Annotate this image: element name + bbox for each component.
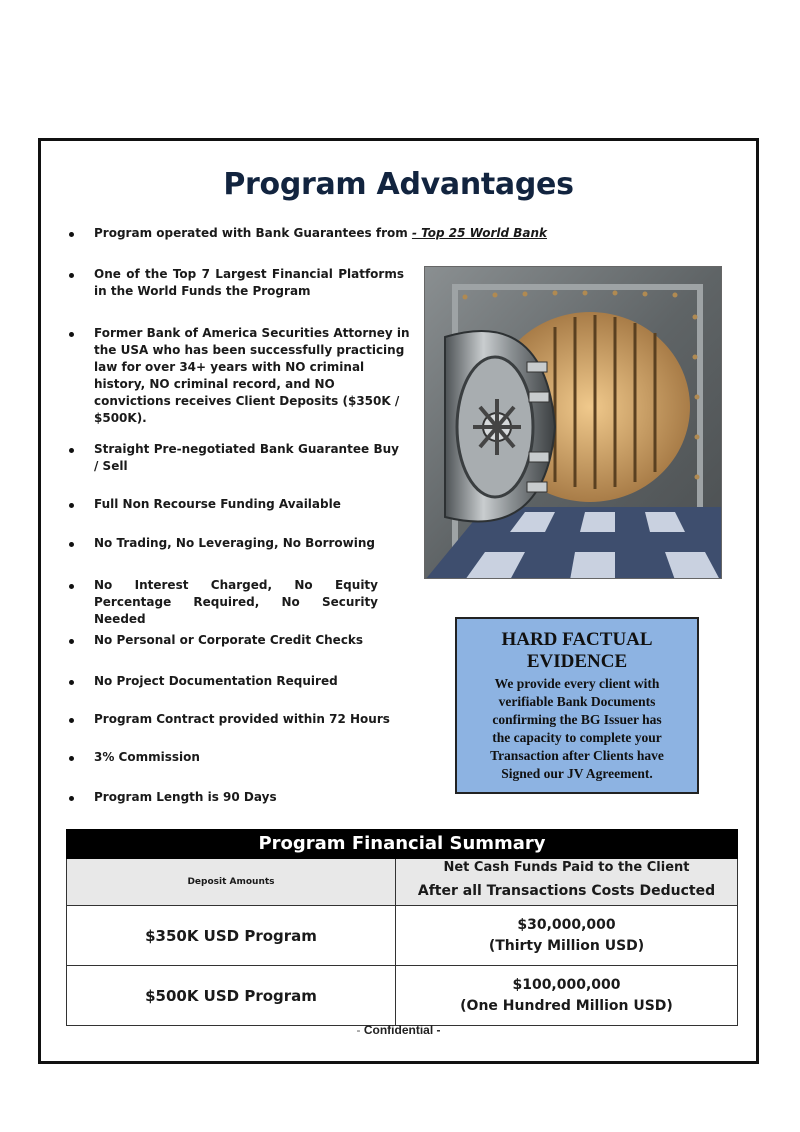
program-cell: $500K USD Program <box>66 966 396 1025</box>
deposit-amounts-header: Deposit Amounts <box>66 859 396 905</box>
page-title: Program Advantages <box>223 167 574 202</box>
bullet-icon <box>69 756 74 761</box>
bullet-icon <box>69 448 74 453</box>
evidence-heading: HARD FACTUAL EVIDENCE <box>501 629 653 672</box>
bullet-icon <box>69 232 74 237</box>
summary-header-row <box>66 859 738 906</box>
amount-cell: $30,000,000 (Thirty Million USD) <box>396 906 738 965</box>
bullet-icon <box>69 718 74 723</box>
top-25-world-bank-link[interactable]: - Top 25 World Bank <box>411 226 548 240</box>
program-cell: $350K USD Program <box>66 906 396 965</box>
financial-summary-table <box>66 829 738 1026</box>
evidence-callout <box>455 617 699 794</box>
table-row <box>66 906 738 966</box>
evidence-body: We provide every client with verifiable Bank Documents confirming the BG Issuer has the capacity to complete your Transaction after Clients have Signed our JV Agreement. <box>490 676 664 781</box>
bullet-icon <box>69 680 74 685</box>
bullet-icon <box>69 273 74 278</box>
confidential-footer: - Confidential - <box>356 1023 441 1037</box>
amount-cell: $100,000,000 (One Hundred Million USD) <box>396 966 738 1025</box>
net-cash-header: Net Cash Funds Paid to the Client After all Transactions Costs Deducted <box>396 859 738 905</box>
summary-title: Program Financial Summary <box>66 829 738 859</box>
document-frame: Program Advantages Program operated with Bank Guarantees from - Top 25 World Bank One of the Top 7 Largest Financial Platforms in the World Funds the Program Former Bank of America Securities Attorney in the USA who has been successfully practicing law for over 34+ years with NO criminal history, NO criminal record, and NO convictions receives Client Deposits ($350K / $500K). Straight Pre-negotiated Bank Guarantee Buy / Sell Full Non Recourse Funding Available No Trading, No Leveraging, No Borrowing No Interest Charged, No Equity Percentage Required, No Security Needed No Personal or Corporate Credit Checks No Project Documentation Required Program Contract provided within 72 Hours 3% Commission Program Length is 90 Days HARD FACTUAL EVIDENCE We provide every client with verifiable Bank Documents confirming the BG Issuer has the capacity to complete your Transaction after Clients have Signed our JV Agreement. Program Financial Summary Deposit Amounts Net Cash Funds Paid to the Client After all Transactions Costs Deducted $350K USD Program $30,000,000 (Thirty Million USD) $500K USD Program $100,000,000 (One Hundred Million USD) - Confidential - <box>38 138 759 1064</box>
bank-vault-door-image <box>424 266 722 579</box>
bullet-icon <box>69 332 74 337</box>
bullet-icon <box>69 639 74 644</box>
vault-illustration <box>425 267 722 579</box>
bullet-icon <box>69 584 74 589</box>
bullet-icon <box>69 796 74 801</box>
bullet-icon <box>69 503 74 508</box>
table-row <box>66 966 738 1026</box>
bullet-icon <box>69 542 74 547</box>
